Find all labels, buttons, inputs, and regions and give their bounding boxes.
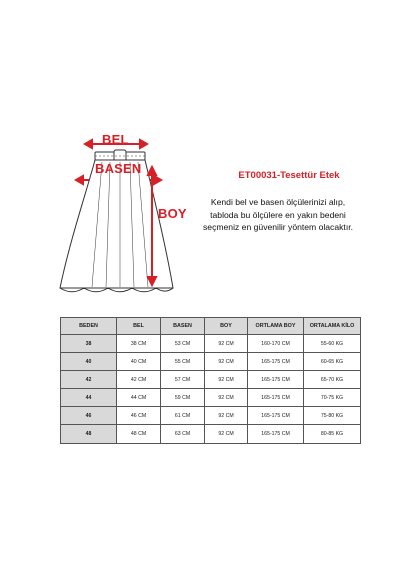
avg-height-cell: 160-170 CM <box>248 335 304 353</box>
size-cell: 42 <box>61 371 117 389</box>
basen-cell: 55 CM <box>161 353 205 371</box>
size-table <box>60 317 361 444</box>
size-cell: 40 <box>61 353 117 371</box>
bel-cell: 48 CM <box>117 425 161 443</box>
boy-cell: 92 CM <box>205 407 248 425</box>
size-cell: 44 <box>61 389 117 407</box>
header-ortalama-kilo: ORTALAMA KİLO <box>304 318 361 335</box>
bel-cell: 38 CM <box>117 335 161 353</box>
header-bel: BEL <box>117 318 161 335</box>
bel-cell: 46 CM <box>117 407 161 425</box>
boy-label: BOY <box>158 206 187 221</box>
avg-height-cell: 165-175 CM <box>248 353 304 371</box>
table-row <box>61 371 361 389</box>
bel-cell: 44 CM <box>117 389 161 407</box>
header-basen: BASEN <box>161 318 205 335</box>
table-row <box>61 389 361 407</box>
avg-weight-cell: 60-65 KG <box>304 353 361 371</box>
basen-cell: 57 CM <box>161 371 205 389</box>
boy-cell: 92 CM <box>205 389 248 407</box>
table-row <box>61 425 361 443</box>
product-title: ET00031-Tesettür Etek <box>238 170 340 181</box>
measurement-instructions: Kendi bel ve basen ölçülerinizi alıp, tabloda bu ölçülere en yakın bedeni seçmeniz en güvenilir yöntem olacaktır. <box>203 197 353 232</box>
basen-cell: 53 CM <box>161 335 205 353</box>
boy-cell: 92 CM <box>205 425 248 443</box>
avg-weight-cell: 65-70 KG <box>304 371 361 389</box>
basen-cell: 59 CM <box>161 389 205 407</box>
avg-height-cell: 165-175 CM <box>248 371 304 389</box>
avg-weight-cell: 75-80 KG <box>304 407 361 425</box>
bel-label: BEL <box>102 132 129 147</box>
avg-weight-cell: 55-60 KG <box>304 335 361 353</box>
basen-label: BASEN <box>95 161 142 176</box>
header-beden: BEDEN <box>61 318 117 335</box>
bel-cell: 40 CM <box>117 353 161 371</box>
header-boy: BOY <box>205 318 248 335</box>
avg-height-cell: 165-175 CM <box>248 407 304 425</box>
table-header-row <box>61 318 361 335</box>
basen-cell: 63 CM <box>161 425 205 443</box>
size-cell: 46 <box>61 407 117 425</box>
size-cell: 38 <box>61 335 117 353</box>
basen-cell: 61 CM <box>161 407 205 425</box>
table-row <box>61 407 361 425</box>
table-row <box>61 353 361 371</box>
boy-cell: 92 CM <box>205 335 248 353</box>
avg-height-cell: 165-175 CM <box>248 425 304 443</box>
boy-cell: 92 CM <box>205 353 248 371</box>
size-cell: 48 <box>61 425 117 443</box>
bel-cell: 42 CM <box>117 371 161 389</box>
avg-weight-cell: 80-85 KG <box>304 425 361 443</box>
table-row <box>61 335 361 353</box>
boy-cell: 92 CM <box>205 371 248 389</box>
header-ortalama-boy: ORTLAMA BOY <box>248 318 304 335</box>
avg-height-cell: 165-175 CM <box>248 389 304 407</box>
avg-weight-cell: 70-75 KG <box>304 389 361 407</box>
